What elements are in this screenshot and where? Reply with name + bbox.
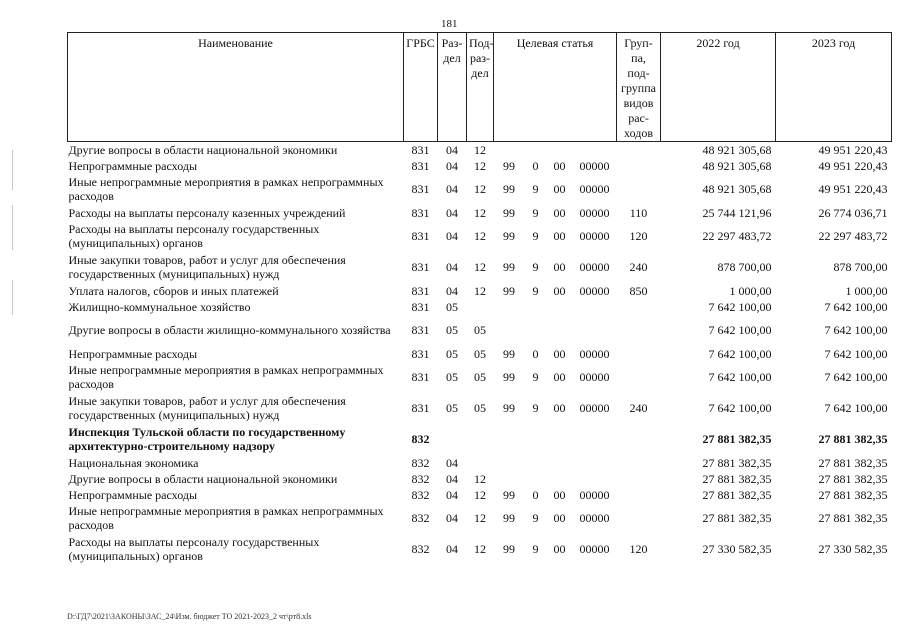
row-target-direction: 00000 — [579, 205, 610, 220]
row-target-program: 99 — [503, 346, 515, 361]
row-value-2023: 22 297 483,72 — [818, 229, 888, 243]
row-expense-group: 120 — [629, 542, 648, 556]
row-value-2023: 27 881 382,35 — [818, 487, 888, 502]
row-expense-group: 120 — [629, 229, 648, 243]
row-target-sub — [525, 142, 547, 158]
row-grbs: 832 — [411, 432, 430, 446]
row-value-2022: 27 881 382,35 — [702, 455, 772, 470]
table-row — [68, 205, 892, 221]
row-razdel: 04 — [446, 455, 458, 470]
row-target-program — [494, 315, 525, 346]
row-target-main: 00 — [553, 346, 566, 361]
margin-mark — [12, 150, 13, 190]
table-row — [68, 315, 892, 346]
row-razdel: 05 — [446, 370, 458, 384]
row-name: Расходы на выплаты персоналу казенных учреждений — [68, 205, 346, 220]
table-row — [68, 283, 892, 299]
header-2023: 2023 год — [776, 33, 892, 142]
row-target-direction — [573, 299, 617, 315]
row-target-direction — [573, 315, 617, 346]
row-target-main: 00 — [553, 542, 566, 556]
row-name: Расходы на выплаты персоналу государственных (муниципальных) органов — [68, 222, 320, 250]
row-expense-group: 850 — [629, 283, 648, 298]
row-target-program — [494, 142, 525, 158]
table-row — [68, 174, 892, 205]
row-target-program: 99 — [503, 370, 515, 384]
row-target-sub: 9 — [532, 182, 539, 196]
row-target-direction: 00000 — [579, 182, 610, 196]
row-target-sub: 9 — [532, 401, 539, 415]
table-row — [68, 455, 892, 471]
row-podrazdel — [467, 299, 494, 315]
row-target-sub: 9 — [532, 283, 539, 298]
row-podrazdel: 05 — [474, 346, 486, 361]
row-value-2023: 7 642 100,00 — [824, 299, 888, 314]
row-podrazdel: 05 — [474, 401, 486, 415]
row-grbs: 832 — [411, 542, 430, 556]
row-target-direction: 00000 — [579, 283, 610, 298]
row-name: Иные непрограммные мероприятия в рамках непрограммных расходов — [68, 175, 384, 203]
row-grbs: 831 — [411, 205, 430, 220]
row-name: Уплата налогов, сборов и иных платежей — [68, 283, 279, 298]
row-razdel: 05 — [446, 346, 458, 361]
row-podrazdel: 12 — [474, 229, 486, 243]
row-expense-group — [617, 471, 661, 487]
table-row — [68, 158, 892, 174]
row-razdel: 04 — [446, 142, 458, 157]
row-target-direction — [573, 424, 617, 455]
row-value-2022: 27 881 382,35 — [702, 511, 772, 525]
row-razdel: 04 — [446, 260, 458, 274]
header-group: Груп- па, под- группа видов рас- ходов — [617, 33, 661, 142]
row-target-main: 00 — [553, 182, 566, 196]
header-grbs: ГРБС — [404, 33, 438, 142]
row-target-direction: 00000 — [579, 487, 610, 502]
row-target-sub: 9 — [532, 205, 539, 220]
row-target-main: 00 — [553, 487, 566, 502]
row-value-2023: 1 000,00 — [845, 283, 888, 298]
row-target-main — [547, 471, 573, 487]
row-value-2022: 48 921 305,68 — [702, 158, 772, 173]
row-target-program: 99 — [503, 487, 515, 502]
row-grbs: 831 — [411, 142, 430, 157]
row-value-2023: 7 642 100,00 — [824, 323, 888, 337]
row-target-program: 99 — [503, 260, 515, 274]
header-podrazdel: Под- раз- дел — [467, 33, 494, 142]
row-value-2022: 27 881 382,35 — [702, 487, 772, 502]
row-target-sub — [525, 315, 547, 346]
row-expense-group — [617, 487, 661, 503]
row-name: Непрограммные расходы — [68, 346, 198, 361]
row-value-2022: 22 297 483,72 — [702, 229, 772, 243]
row-expense-group: 110 — [629, 205, 648, 220]
row-grbs: 832 — [411, 487, 430, 502]
row-name: Другие вопросы в области жилищно-коммунального хозяйства — [68, 323, 391, 337]
row-target-main — [547, 424, 573, 455]
margin-mark — [12, 205, 13, 250]
row-target-program: 99 — [503, 401, 515, 415]
row-target-sub: 9 — [532, 542, 539, 556]
footer-file-path: D:\ГД7\2021\ЗАКОНЫ\ЗАС_24\Изм. бюджет ТО 2021-2023_2 чт\рт8.xls — [67, 612, 312, 621]
row-razdel: 05 — [446, 299, 458, 314]
row-value-2023: 27 881 382,35 — [818, 432, 888, 446]
row-razdel: 04 — [446, 283, 458, 298]
table-row — [68, 346, 892, 362]
row-razdel: 04 — [446, 487, 458, 502]
row-target-main: 00 — [553, 283, 566, 298]
row-value-2022: 7 642 100,00 — [708, 401, 772, 415]
page-number: 181 — [441, 18, 458, 30]
row-target-sub — [525, 299, 547, 315]
row-target-main: 00 — [553, 229, 566, 243]
table-row — [68, 221, 892, 252]
row-target-direction — [573, 142, 617, 158]
row-podrazdel — [467, 455, 494, 471]
row-grbs: 831 — [411, 229, 430, 243]
row-target-direction: 00000 — [579, 401, 610, 415]
row-target-program — [494, 424, 525, 455]
row-target-program: 99 — [503, 283, 515, 298]
row-podrazdel: 12 — [474, 487, 486, 502]
row-target-direction: 00000 — [579, 511, 610, 525]
row-target-direction: 00000 — [579, 229, 610, 243]
row-target-sub: 9 — [532, 260, 539, 274]
row-value-2023: 49 951 220,43 — [818, 158, 888, 173]
row-target-sub: 0 — [532, 158, 539, 173]
row-razdel: 05 — [446, 323, 458, 337]
row-podrazdel: 05 — [474, 323, 486, 337]
row-value-2022: 878 700,00 — [717, 260, 772, 274]
row-name: Непрограммные расходы — [68, 158, 198, 173]
row-target-sub: 9 — [532, 370, 539, 384]
row-razdel: 04 — [446, 205, 458, 220]
row-target-program — [494, 299, 525, 315]
row-target-sub: 0 — [532, 346, 539, 361]
row-podrazdel: 12 — [474, 142, 486, 157]
row-grbs: 832 — [411, 471, 430, 486]
row-target-main — [547, 299, 573, 315]
row-value-2023: 27 330 582,35 — [818, 542, 888, 556]
row-target-sub: 0 — [532, 487, 539, 502]
row-value-2023: 27 881 382,35 — [818, 471, 888, 486]
row-podrazdel — [467, 424, 494, 455]
row-razdel — [438, 424, 467, 455]
row-value-2022: 7 642 100,00 — [708, 323, 772, 337]
row-value-2023: 49 951 220,43 — [818, 142, 888, 157]
table-row — [68, 362, 892, 393]
row-podrazdel: 12 — [474, 182, 486, 196]
row-target-sub: 9 — [532, 511, 539, 525]
row-value-2022: 48 921 305,68 — [702, 142, 772, 157]
row-razdel: 05 — [446, 401, 458, 415]
row-target-main: 00 — [553, 401, 566, 415]
row-grbs: 831 — [411, 346, 430, 361]
row-expense-group — [617, 174, 661, 205]
table-row — [68, 534, 892, 565]
table-row — [68, 487, 892, 503]
table-body — [68, 142, 892, 565]
row-target-direction: 00000 — [579, 542, 610, 556]
row-expense-group: 240 — [629, 260, 648, 274]
row-value-2023: 26 774 036,71 — [818, 205, 888, 220]
table-row — [68, 424, 892, 455]
row-target-direction: 00000 — [579, 346, 610, 361]
row-razdel: 04 — [446, 542, 458, 556]
row-value-2023: 49 951 220,43 — [818, 182, 888, 196]
row-target-direction: 00000 — [579, 260, 610, 274]
row-podrazdel: 12 — [474, 158, 486, 173]
row-grbs: 831 — [411, 370, 430, 384]
row-grbs: 831 — [411, 299, 430, 314]
row-podrazdel: 12 — [474, 283, 486, 298]
row-value-2022: 7 642 100,00 — [708, 299, 772, 314]
row-expense-group — [617, 346, 661, 362]
row-value-2023: 7 642 100,00 — [824, 401, 888, 415]
row-target-main — [547, 142, 573, 158]
row-grbs: 832 — [411, 455, 430, 470]
row-podrazdel: 12 — [474, 471, 486, 486]
row-expense-group — [617, 424, 661, 455]
document-page — [67, 32, 891, 565]
row-expense-group: 240 — [629, 401, 648, 415]
row-razdel: 04 — [446, 158, 458, 173]
row-expense-group — [617, 142, 661, 158]
table-header-row — [68, 33, 892, 142]
row-expense-group — [617, 158, 661, 174]
header-target: Целевая статья — [494, 33, 617, 142]
row-target-direction: 00000 — [579, 370, 610, 384]
row-expense-group — [617, 503, 661, 534]
row-grbs: 831 — [411, 158, 430, 173]
row-value-2023: 7 642 100,00 — [824, 346, 888, 361]
table-row — [68, 252, 892, 283]
row-value-2022: 27 330 582,35 — [702, 542, 772, 556]
row-grbs: 832 — [411, 511, 430, 525]
row-podrazdel: 05 — [474, 370, 486, 384]
row-target-direction — [573, 455, 617, 471]
row-target-program — [494, 471, 525, 487]
row-target-main: 00 — [553, 370, 566, 384]
row-target-main: 00 — [553, 260, 566, 274]
row-target-main: 00 — [553, 158, 566, 173]
row-value-2022: 25 744 121,96 — [702, 205, 772, 220]
row-target-program — [494, 455, 525, 471]
row-target-main — [547, 455, 573, 471]
row-podrazdel: 12 — [474, 205, 486, 220]
row-name: Жилищно-коммунальное хозяйство — [68, 299, 251, 314]
row-razdel: 04 — [446, 471, 458, 486]
row-target-program: 99 — [503, 205, 515, 220]
row-target-program: 99 — [503, 158, 515, 173]
header-2022: 2022 год — [661, 33, 776, 142]
row-target-direction: 00000 — [579, 158, 610, 173]
row-value-2022: 7 642 100,00 — [708, 346, 772, 361]
header-name: Наименование — [68, 33, 404, 142]
table-row — [68, 471, 892, 487]
row-razdel: 04 — [446, 229, 458, 243]
row-expense-group — [617, 299, 661, 315]
row-value-2022: 7 642 100,00 — [708, 370, 772, 384]
row-name: Другие вопросы в области национальной экономики — [68, 471, 338, 486]
row-expense-group — [617, 362, 661, 393]
row-name: Непрограммные расходы — [68, 487, 198, 502]
row-target-sub — [525, 471, 547, 487]
row-value-2022: 1 000,00 — [729, 283, 772, 298]
row-name: Другие вопросы в области национальной экономики — [68, 142, 338, 157]
table-row — [68, 503, 892, 534]
row-target-main: 00 — [553, 511, 566, 525]
table-row — [68, 142, 892, 158]
row-target-sub — [525, 424, 547, 455]
row-razdel: 04 — [446, 182, 458, 196]
row-grbs: 831 — [411, 260, 430, 274]
row-target-program: 99 — [503, 229, 515, 243]
budget-table — [67, 32, 892, 565]
header-razdel: Раз- дел — [438, 33, 467, 142]
row-value-2022: 27 881 382,35 — [702, 432, 772, 446]
row-target-program: 99 — [503, 182, 515, 196]
row-podrazdel: 12 — [474, 260, 486, 274]
row-value-2023: 7 642 100,00 — [824, 370, 888, 384]
row-expense-group — [617, 315, 661, 346]
row-value-2022: 27 881 382,35 — [702, 471, 772, 486]
row-grbs: 831 — [411, 283, 430, 298]
row-podrazdel: 12 — [474, 542, 486, 556]
row-grbs: 831 — [411, 182, 430, 196]
row-value-2023: 27 881 382,35 — [818, 511, 888, 525]
row-name: Иные непрограммные мероприятия в рамках непрограммных расходов — [68, 504, 384, 532]
row-expense-group — [617, 455, 661, 471]
margin-mark — [12, 280, 13, 315]
row-grbs: 831 — [411, 323, 430, 337]
table-row — [68, 393, 892, 424]
row-name: Национальная экономика — [68, 455, 199, 470]
row-target-main: 00 — [553, 205, 566, 220]
row-target-direction — [573, 471, 617, 487]
row-razdel: 04 — [446, 511, 458, 525]
row-podrazdel: 12 — [474, 511, 486, 525]
row-value-2022: 48 921 305,68 — [702, 182, 772, 196]
table-row — [68, 299, 892, 315]
row-name: Расходы на выплаты персоналу государственных (муниципальных) органов — [68, 535, 320, 563]
row-name: Инспекция Тульской области по государственному архитектурно-строительному надзору — [68, 425, 346, 453]
row-target-main — [547, 315, 573, 346]
row-target-sub: 9 — [532, 229, 539, 243]
row-target-sub — [525, 455, 547, 471]
row-name: Иные закупки товаров, работ и услуг для обеспечения государственных (муниципальных) нужд — [68, 394, 346, 422]
row-target-program: 99 — [503, 511, 515, 525]
row-target-program: 99 — [503, 542, 515, 556]
row-grbs: 831 — [411, 401, 430, 415]
row-name: Иные закупки товаров, работ и услуг для обеспечения государственных (муниципальных) нужд — [68, 253, 346, 281]
row-value-2023: 27 881 382,35 — [818, 455, 888, 470]
row-name: Иные непрограммные мероприятия в рамках непрограммных расходов — [68, 363, 384, 391]
row-value-2023: 878 700,00 — [833, 260, 888, 274]
